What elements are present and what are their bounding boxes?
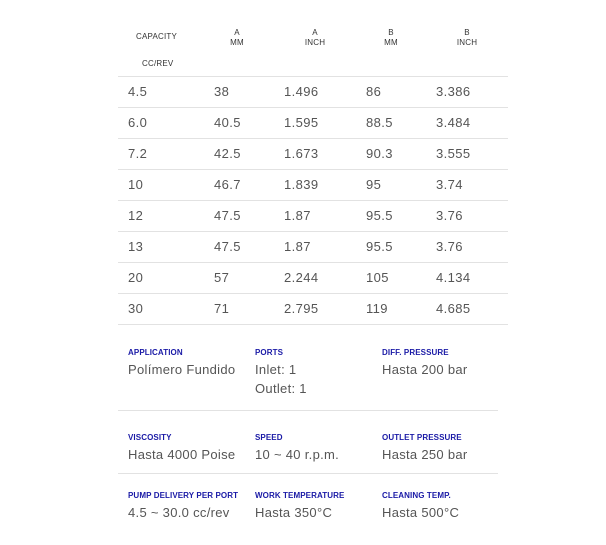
cell-a-mm: 47.5 (214, 239, 241, 254)
cell-a-inch: 1.839 (284, 177, 319, 192)
cell-capacity: 30 (128, 301, 144, 316)
header-a-mm: A MM (230, 28, 244, 47)
specs-row-3 (118, 474, 498, 530)
cell-capacity: 20 (128, 270, 144, 285)
spec-application (128, 346, 235, 379)
header-capacity-line1: CAPACITY (136, 32, 178, 41)
spec-value: 4.5 ~ 30.0 cc/rev (128, 505, 230, 520)
cell-a-inch: 1.673 (284, 146, 319, 161)
header-capacity (136, 32, 177, 69)
cell-capacity: 7.2 (128, 146, 148, 161)
cell-b-inch: 3.386 (436, 84, 471, 99)
spec-viscosity (128, 431, 235, 464)
cell-capacity: 13 (128, 239, 144, 254)
cell-b-mm: 86 (366, 84, 382, 99)
cell-a-mm: 46.7 (214, 177, 241, 192)
cell-b-mm: 95.5 (366, 239, 393, 254)
cell-a-inch: 1.87 (284, 239, 311, 254)
cell-a-mm: 57 (214, 270, 230, 285)
cell-capacity: 12 (128, 208, 144, 223)
cell-b-inch: 3.484 (436, 115, 471, 130)
spec-value: Hasta 4000 Poise (128, 447, 236, 462)
cell-b-inch: 3.76 (436, 208, 463, 223)
cell-b-inch: 3.74 (436, 177, 463, 192)
header-b-mm: B MM (384, 28, 398, 47)
cell-b-inch: 3.76 (436, 239, 463, 254)
spec-pump-delivery (128, 489, 238, 522)
spec-outlet-pressure (382, 431, 468, 464)
spec-value: Polímero Fundido (128, 362, 236, 377)
spec-value: Inlet: 1 (255, 362, 297, 377)
table-body (118, 76, 508, 325)
spec-cleaning-temp (382, 489, 459, 522)
spec-label: WORK TEMPERATURE (255, 491, 345, 500)
table-row (118, 139, 508, 170)
cell-capacity: 10 (128, 177, 144, 192)
specs-grid (118, 346, 498, 530)
cell-b-mm: 88.5 (366, 115, 393, 130)
spec-speed (255, 431, 339, 464)
table-header (118, 18, 508, 76)
cell-capacity: 6.0 (128, 115, 148, 130)
spec-value: Hasta 350°C (255, 505, 333, 520)
spec-label: VISCOSITY (128, 433, 172, 442)
cell-b-mm: 119 (366, 301, 388, 316)
table-row (118, 108, 508, 139)
spec-label: PORTS (255, 348, 284, 357)
cell-b-mm: 90.3 (366, 146, 393, 161)
spec-ports (255, 346, 307, 398)
cell-b-inch: 3.555 (436, 146, 471, 161)
spec-diff-pressure (382, 346, 468, 379)
specs-row-1 (118, 346, 498, 411)
cell-b-inch: 4.685 (436, 301, 471, 316)
spec-label: CLEANING TEMP. (382, 491, 451, 500)
table-row (118, 201, 508, 232)
spec-value: Outlet: 1 (255, 381, 307, 396)
header-b-inch: B INCH (456, 28, 478, 47)
table-row (118, 76, 508, 108)
cell-a-inch: 1.595 (284, 115, 319, 130)
cell-a-mm: 42.5 (214, 146, 241, 161)
spec-value: Hasta 500°C (382, 505, 460, 520)
cell-b-mm: 105 (366, 270, 389, 285)
cell-capacity: 4.5 (128, 84, 148, 99)
dimensions-table (118, 18, 508, 325)
table-row (118, 232, 508, 263)
cell-a-inch: 1.496 (284, 84, 319, 99)
spec-value: 10 ~ 40 r.p.m. (255, 447, 340, 462)
spec-value: Hasta 250 bar (382, 447, 468, 462)
spec-label: SPEED (255, 433, 283, 442)
cell-a-inch: 2.244 (284, 270, 319, 285)
header-a-inch: A INCH (304, 28, 326, 47)
cell-a-inch: 1.87 (284, 208, 311, 223)
spec-label: PUMP DELIVERY PER PORT (128, 491, 239, 500)
cell-a-mm: 71 (214, 301, 230, 316)
cell-b-mm: 95 (366, 177, 382, 192)
specs-row-2 (118, 411, 498, 474)
table-row (118, 170, 508, 201)
cell-b-inch: 4.134 (436, 270, 471, 285)
spec-label: OUTLET PRESSURE (382, 433, 462, 442)
spec-value: Hasta 200 bar (382, 362, 468, 377)
spec-work-temperature (255, 489, 344, 522)
cell-a-mm: 47.5 (214, 208, 241, 223)
cell-a-mm: 38 (214, 84, 230, 99)
cell-a-inch: 2.795 (284, 301, 319, 316)
spec-label: DIFF. PRESSURE (382, 348, 449, 357)
cell-a-mm: 40.5 (214, 115, 241, 130)
table-row (118, 294, 508, 325)
spec-label: APPLICATION (128, 348, 183, 357)
header-capacity-line2: CC/REV (142, 59, 174, 68)
table-row (118, 263, 508, 294)
cell-b-mm: 95.5 (366, 208, 393, 223)
